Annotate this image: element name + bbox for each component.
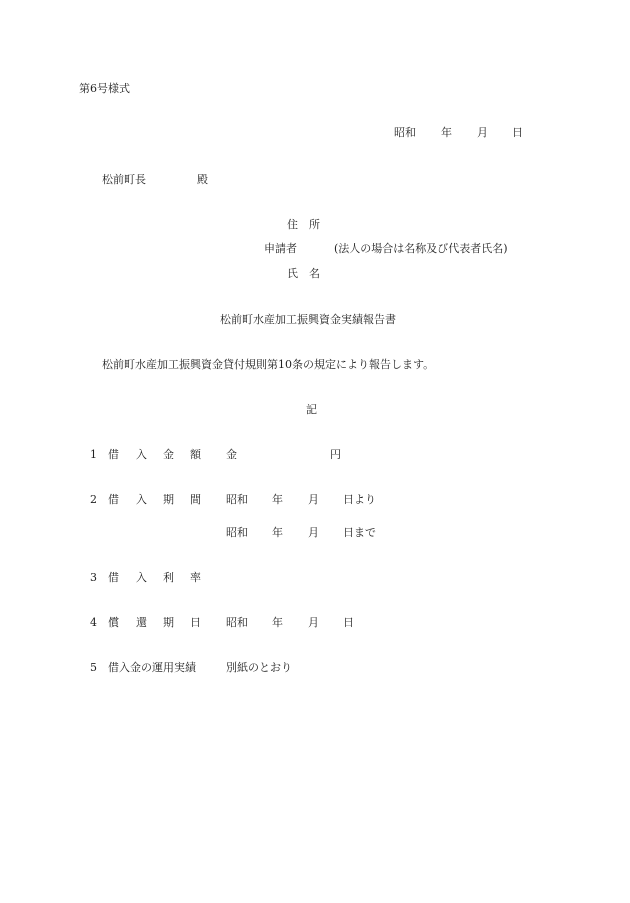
body-text: 松前町水産加工振興資金貸付規則第10条の規定により報告します。	[102, 358, 435, 371]
item-label-char: 借	[108, 493, 119, 506]
period-start-month: 月	[308, 493, 319, 506]
item-label-char: 借	[108, 571, 119, 584]
period-end-era: 昭和	[226, 526, 248, 539]
repayment-month: 月	[308, 616, 319, 629]
item-number: 5	[90, 661, 97, 674]
item-label-char: 額	[190, 448, 201, 461]
item-label-char: 金	[163, 448, 174, 461]
date-year: 年	[441, 126, 452, 139]
repayment-day: 日	[343, 616, 354, 629]
item-label-char: 率	[190, 571, 201, 584]
period-end-day: 日まで	[343, 526, 376, 539]
repayment-year: 年	[272, 616, 283, 629]
item-label-char: 入	[136, 493, 147, 506]
document-title: 松前町水産加工振興資金実績報告書	[220, 313, 396, 326]
item-label-char: 還	[136, 616, 147, 629]
item-number: 1	[90, 448, 97, 461]
usage-label: 借入金の運用実績	[108, 661, 196, 674]
usage-value: 別紙のとおり	[226, 661, 292, 674]
item-number: 2	[90, 493, 97, 506]
period-start-era: 昭和	[226, 493, 248, 506]
addressee-name: 松前町長	[102, 173, 146, 186]
period-start-day: 日より	[343, 493, 376, 506]
form-number: 第6号様式	[79, 82, 130, 95]
item-label-char: 利	[163, 571, 174, 584]
ki-heading: 記	[306, 403, 317, 416]
period-start-year: 年	[272, 493, 283, 506]
item-label-char: 期	[163, 616, 174, 629]
date-month: 月	[477, 126, 488, 139]
item-number: 4	[90, 616, 97, 629]
name-label: 氏 名	[287, 267, 320, 280]
period-end-month: 月	[308, 526, 319, 539]
applicant-label: 申請者	[264, 242, 297, 255]
amount-prefix: 金	[226, 448, 237, 461]
item-label-char: 償	[108, 616, 119, 629]
addressee-honorific: 殿	[197, 173, 208, 186]
item-label-char: 借	[108, 448, 119, 461]
repayment-era: 昭和	[226, 616, 248, 629]
item-label-char: 期	[163, 493, 174, 506]
period-end-year: 年	[272, 526, 283, 539]
date-day: 日	[512, 126, 523, 139]
item-label-char: 入	[136, 571, 147, 584]
item-number: 3	[90, 571, 97, 584]
address-label: 住 所	[287, 218, 320, 231]
applicant-note: (法人の場合は名称及び代表者氏名)	[334, 242, 508, 255]
item-label-char: 間	[190, 493, 201, 506]
amount-suffix: 円	[330, 448, 341, 461]
item-label-char: 日	[190, 616, 201, 629]
item-label-char: 入	[136, 448, 147, 461]
date-era: 昭和	[394, 126, 416, 139]
